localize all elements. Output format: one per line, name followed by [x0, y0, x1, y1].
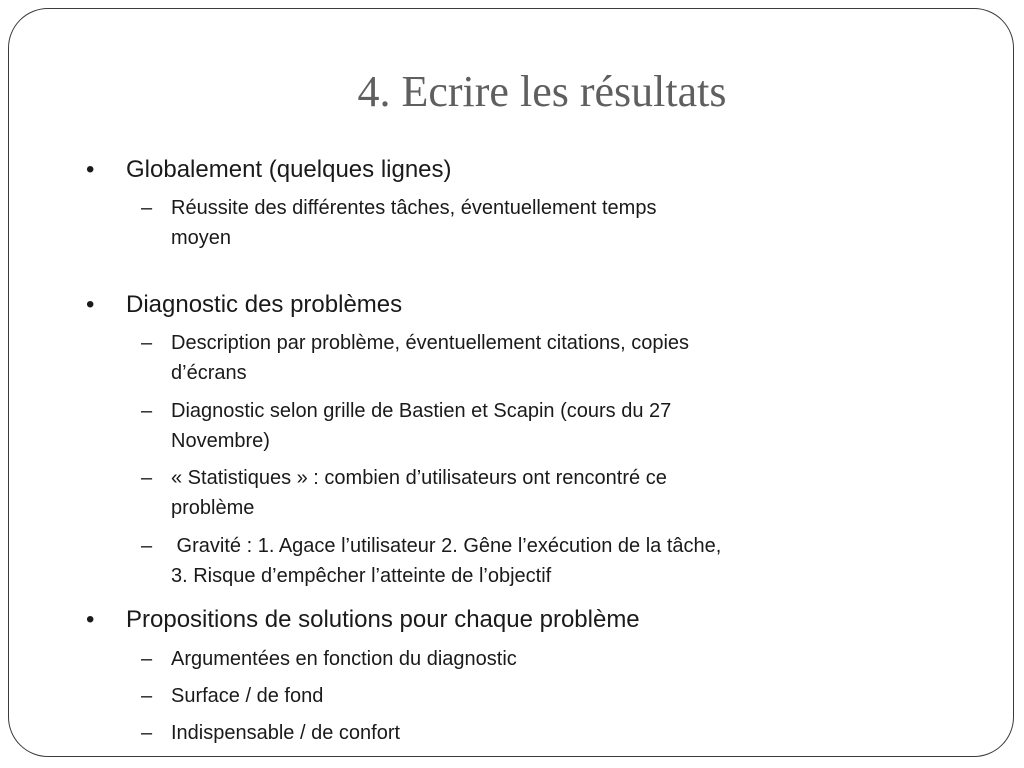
sub-item-description-line2: d’écrans [171, 362, 247, 384]
sub-item-reussite-line2: moyen [171, 227, 232, 249]
bullet-marker: • [86, 291, 95, 318]
dash-marker: – [141, 685, 153, 707]
dash-marker: – [141, 467, 153, 489]
sub-item-description-line1: Description par problème, éventuellement citations, copies [171, 332, 690, 354]
dash-marker: – [141, 400, 153, 422]
sub-item-grille-line2: Novembre) [171, 430, 270, 452]
dash-marker: – [141, 722, 153, 744]
bullet-marker: • [86, 606, 95, 633]
bullet-propositions: Propositions de solutions pour chaque problème [126, 606, 640, 633]
sub-item-surface: Surface / de fond [171, 685, 324, 707]
dash-marker: – [141, 535, 153, 557]
dash-marker: – [141, 197, 153, 219]
sub-item-indispensable: Indispensable / de confort [171, 722, 401, 744]
slide-title: 4. Ecrire les résultats [357, 67, 727, 116]
sub-item-reussite-line1: Réussite des différentes tâches, éventuellement temps [171, 197, 657, 219]
bullet-diagnostic: Diagnostic des problèmes [126, 291, 403, 318]
sub-item-gravite-line1: Gravité : 1. Agace l’utilisateur 2. Gêne l’exécution de la tâche, [171, 535, 722, 557]
sub-item-statistiques-line1: « Statistiques » : combien d’utilisateurs ont rencontré ce [171, 467, 667, 489]
bullet-marker: • [86, 156, 95, 183]
sub-item-grille-line1: Diagnostic selon grille de Bastien et Scapin (cours du 27 [171, 400, 672, 422]
bullet-globalement: Globalement (quelques lignes) [126, 156, 452, 183]
sub-item-statistiques-line2: problème [171, 497, 255, 519]
sub-item-argumentees: Argumentées en fonction du diagnostic [171, 648, 517, 670]
dash-marker: – [141, 648, 153, 670]
dash-marker: – [141, 332, 153, 354]
sub-item-gravite-line2: 3. Risque d’empêcher l’atteinte de l’objectif [171, 565, 552, 587]
